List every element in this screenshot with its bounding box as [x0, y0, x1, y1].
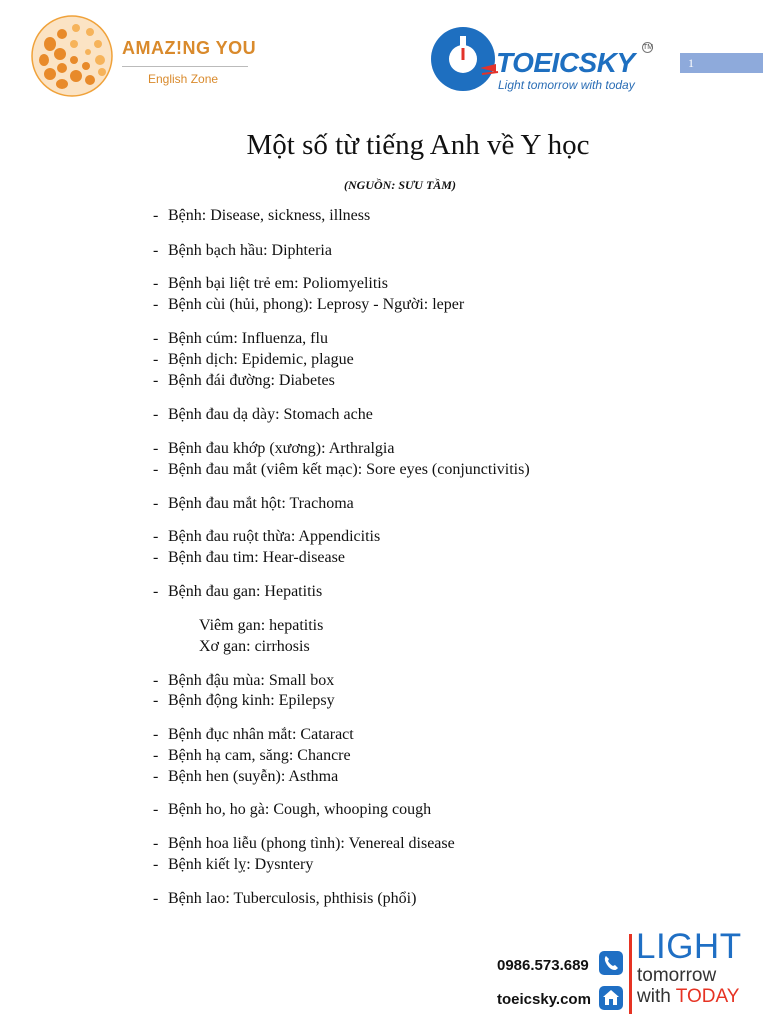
amazing-you-sphere-icon: [30, 14, 114, 98]
page-title: Một số từ tiếng Anh về Y học: [246, 129, 590, 161]
logo-divider: [122, 66, 248, 67]
amazing-you-brand: AMAZ!NG YOU: [122, 38, 257, 58]
home-icon: [598, 985, 624, 1011]
sub-list-item: Viêm gan: hepatitis: [199, 617, 324, 634]
trademark-symbol: TM: [643, 44, 654, 51]
amazing-you-logo: [30, 14, 260, 104]
toeicsky-headphone-icon: [430, 24, 500, 94]
toeicsky-slogan: Light tomorrow with today: [498, 78, 635, 92]
sub-list-item: Xơ gan: cirrhosis: [199, 638, 310, 655]
phone-number[interactable]: 0986.573.689: [497, 957, 589, 974]
amazing-you-subtitle: English Zone: [148, 72, 219, 86]
footer-slogan-with-today: with TODAY: [637, 986, 740, 1007]
toeicsky-brand: TOEICSKY: [496, 47, 635, 78]
source-note: (NGUỒN: SƯU TẦM): [344, 178, 456, 192]
footer-contact: [490, 928, 760, 1020]
toeicsky-logo: [430, 24, 660, 100]
website-link[interactable]: toeicsky.com: [497, 991, 591, 1008]
page-number: 1: [688, 56, 694, 70]
footer-divider: [629, 934, 632, 1014]
page-number-box: [680, 53, 763, 73]
phone-icon: [598, 950, 624, 976]
footer-slogan-tomorrow: tomorrow: [637, 965, 717, 986]
footer-slogan-light: LIGHT: [636, 927, 742, 966]
